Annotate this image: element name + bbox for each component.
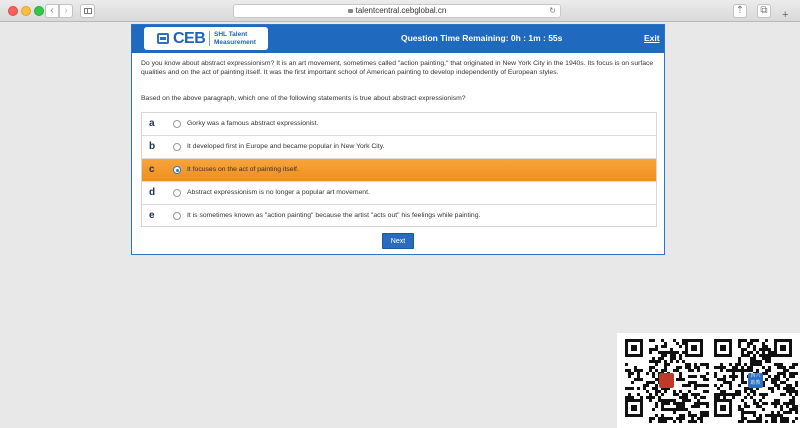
qr-finder-pattern: [625, 399, 643, 417]
qr-module: [664, 390, 667, 393]
share-button[interactable]: [733, 4, 747, 18]
qr-module: [649, 399, 652, 402]
qr-module: [729, 387, 732, 390]
radio-button[interactable]: [173, 189, 181, 197]
option-letter: b: [149, 141, 156, 152]
qr-module: [765, 402, 768, 405]
qr-module: [697, 405, 700, 408]
logo-divider: [209, 31, 210, 46]
qr-module: [747, 405, 750, 408]
qr-center-badge: 四六 助教: [748, 373, 763, 388]
qr-module: [631, 372, 634, 375]
qr-module: [744, 396, 747, 399]
panel-header: [132, 25, 664, 53]
qr-finder-pattern: [625, 339, 643, 357]
option-text: Abstract expressionism is no longer a popular art movement.: [187, 189, 370, 196]
time-remaining: Question Time Remaining: 0h : 1m : 55s: [401, 33, 563, 43]
option-text: Gorky was a famous abstract expressionist.: [187, 120, 319, 127]
radio-button[interactable]: [173, 212, 181, 220]
qr-module: [679, 366, 682, 369]
qr-module: [783, 393, 786, 396]
qr-module: [747, 345, 750, 348]
qr-module: [795, 417, 798, 420]
qr-module: [795, 363, 798, 366]
option-c[interactable]: [142, 159, 656, 182]
qr-module: [655, 405, 658, 408]
qr-module: [774, 420, 777, 423]
qr-module: [631, 387, 634, 390]
qr-module: [732, 378, 735, 381]
qr-module: [652, 396, 655, 399]
qr-module: [756, 339, 759, 342]
passage-text: Do you know about abstract expressionism? It is an art movement, sometimes called "action painting," that originated in New York City in the 1940s. Its focus is on surface qualities and on the act of painting itself. It was the first important school of American painting to develop independently of European styles.: [141, 60, 654, 76]
question-panel: [131, 24, 665, 255]
qr-module: [652, 417, 655, 420]
qr-module: [640, 369, 643, 372]
new-tab-button[interactable]: [782, 9, 788, 21]
qr-module: [765, 393, 768, 396]
next-button[interactable]: Next: [382, 233, 414, 249]
radio-button-selected[interactable]: [173, 166, 181, 174]
radio-button[interactable]: [173, 120, 181, 128]
qr-module: [703, 396, 706, 399]
qr-finder-pattern: [714, 399, 732, 417]
qr-module: [658, 360, 661, 363]
qr-module: [753, 393, 756, 396]
logo-text: CEB: [173, 30, 206, 47]
qr-module: [637, 387, 640, 390]
qr-module: [706, 372, 709, 375]
qr-module: [661, 393, 664, 396]
qr-module: [706, 405, 709, 408]
sidebar-toggle-button[interactable]: [80, 4, 95, 18]
chevron-left-icon: ‹: [50, 5, 54, 16]
qr-module: [795, 393, 798, 396]
qr-module: [691, 369, 694, 372]
qr-code-left: [625, 339, 709, 423]
qr-module: [720, 369, 723, 372]
question-text: Based on the above paragraph, which one of the following statements is true about abstract expressionism?: [141, 95, 466, 102]
qr-module: [673, 420, 676, 423]
qr-module: [694, 375, 697, 378]
url-text: talentcentral.cebglobal.cn: [355, 6, 447, 15]
qr-module: [670, 360, 673, 363]
qr-finder-pattern: [685, 339, 703, 357]
qr-module: [649, 351, 652, 354]
qr-module: [628, 375, 631, 378]
option-text: It is sometimes known as "action painting" because the artist "acts out" his feelings while painting.: [187, 212, 481, 219]
qr-module: [738, 384, 741, 387]
qr-module: [655, 363, 658, 366]
qr-module: [706, 390, 709, 393]
chevron-right-icon: ›: [64, 5, 68, 16]
qr-module: [792, 366, 795, 369]
qr-module: [765, 339, 768, 342]
qr-module: [688, 399, 691, 402]
qr-module: [741, 420, 744, 423]
qr-module: [768, 369, 771, 372]
qr-module: [765, 420, 768, 423]
qr-module: [652, 408, 655, 411]
qr-module: [762, 396, 765, 399]
qr-module: [795, 411, 798, 414]
lock-icon: [348, 9, 353, 13]
option-letter: a: [149, 118, 155, 129]
qr-module: [735, 375, 738, 378]
qr-module: [706, 384, 709, 387]
qr-module: [700, 420, 703, 423]
qr-module: [720, 384, 723, 387]
qr-module: [688, 384, 691, 387]
qr-module: [786, 420, 789, 423]
minimize-window-icon[interactable]: [21, 6, 31, 16]
qr-module: [679, 420, 682, 423]
option-letter: c: [149, 164, 155, 175]
answer-options: [141, 112, 657, 227]
qr-module: [664, 354, 667, 357]
building-icon: [157, 33, 169, 44]
share-icon: ⇡: [735, 5, 745, 16]
qr-module: [732, 396, 735, 399]
sidebar-icon: [84, 8, 92, 14]
option-text: It developed first in Europe and became popular in New York City.: [187, 143, 385, 150]
qr-module: [706, 366, 709, 369]
qr-module: [706, 378, 709, 381]
qr-module: [646, 384, 649, 387]
qr-module: [625, 363, 628, 366]
qr-module: [765, 378, 768, 381]
qr-module: [792, 420, 795, 423]
logo-subtitle: SHL Talent Measurement: [214, 31, 256, 46]
option-a[interactable]: [142, 113, 656, 136]
exit-link[interactable]: Exit: [644, 33, 660, 43]
qr-module: [762, 408, 765, 411]
qr-module: [682, 378, 685, 381]
option-text: It focuses on the act of painting itself.: [187, 166, 299, 173]
qr-module: [649, 420, 652, 423]
qr-module: [759, 420, 762, 423]
option-d[interactable]: [142, 182, 656, 205]
qr-module: [694, 420, 697, 423]
qr-center-badge: [659, 373, 674, 388]
qr-module: [706, 414, 709, 417]
qr-module: [667, 402, 670, 405]
qr-module: [697, 369, 700, 372]
qr-module: [771, 390, 774, 393]
qr-module: [768, 360, 771, 363]
qr-module: [774, 405, 777, 408]
option-letter: e: [149, 210, 155, 221]
back-button[interactable]: [45, 4, 59, 18]
qr-module: [673, 411, 676, 414]
qr-module: [795, 384, 798, 387]
qr-module: [694, 387, 697, 390]
qr-module: [664, 420, 667, 423]
option-e[interactable]: [142, 205, 656, 228]
qr-module: [777, 387, 780, 390]
qr-module: [640, 378, 643, 381]
qr-module: [664, 345, 667, 348]
qr-module: [789, 411, 792, 414]
close-window-icon[interactable]: [8, 6, 18, 16]
forward-button[interactable]: [59, 4, 73, 18]
qr-module: [667, 363, 670, 366]
ceb-logo: [144, 27, 268, 50]
qr-module: [679, 345, 682, 348]
tabs-icon: ⧉: [760, 5, 768, 16]
plus-icon: +: [782, 9, 789, 21]
browser-toolbar: [0, 0, 800, 22]
qr-module: [646, 372, 649, 375]
zoom-window-icon[interactable]: [34, 6, 44, 16]
option-letter: d: [149, 187, 156, 198]
qr-module: [652, 339, 655, 342]
qr-module: [738, 393, 741, 396]
qr-finder-pattern: [774, 339, 792, 357]
qr-finder-pattern: [714, 339, 732, 357]
qr-module: [631, 381, 634, 384]
qr-module: [682, 417, 685, 420]
qr-module: [795, 372, 798, 375]
radio-button[interactable]: [173, 143, 181, 151]
qr-module: [786, 378, 789, 381]
qr-code-right: [714, 339, 798, 423]
qr-module: [792, 375, 795, 378]
address-bar[interactable]: [233, 4, 561, 18]
option-b[interactable]: [142, 136, 656, 159]
qr-code-overlay: [617, 333, 800, 428]
show-tabs-button[interactable]: [757, 4, 771, 18]
qr-module: [744, 381, 747, 384]
reload-icon[interactable]: ↻: [549, 6, 556, 15]
qr-module: [676, 360, 679, 363]
